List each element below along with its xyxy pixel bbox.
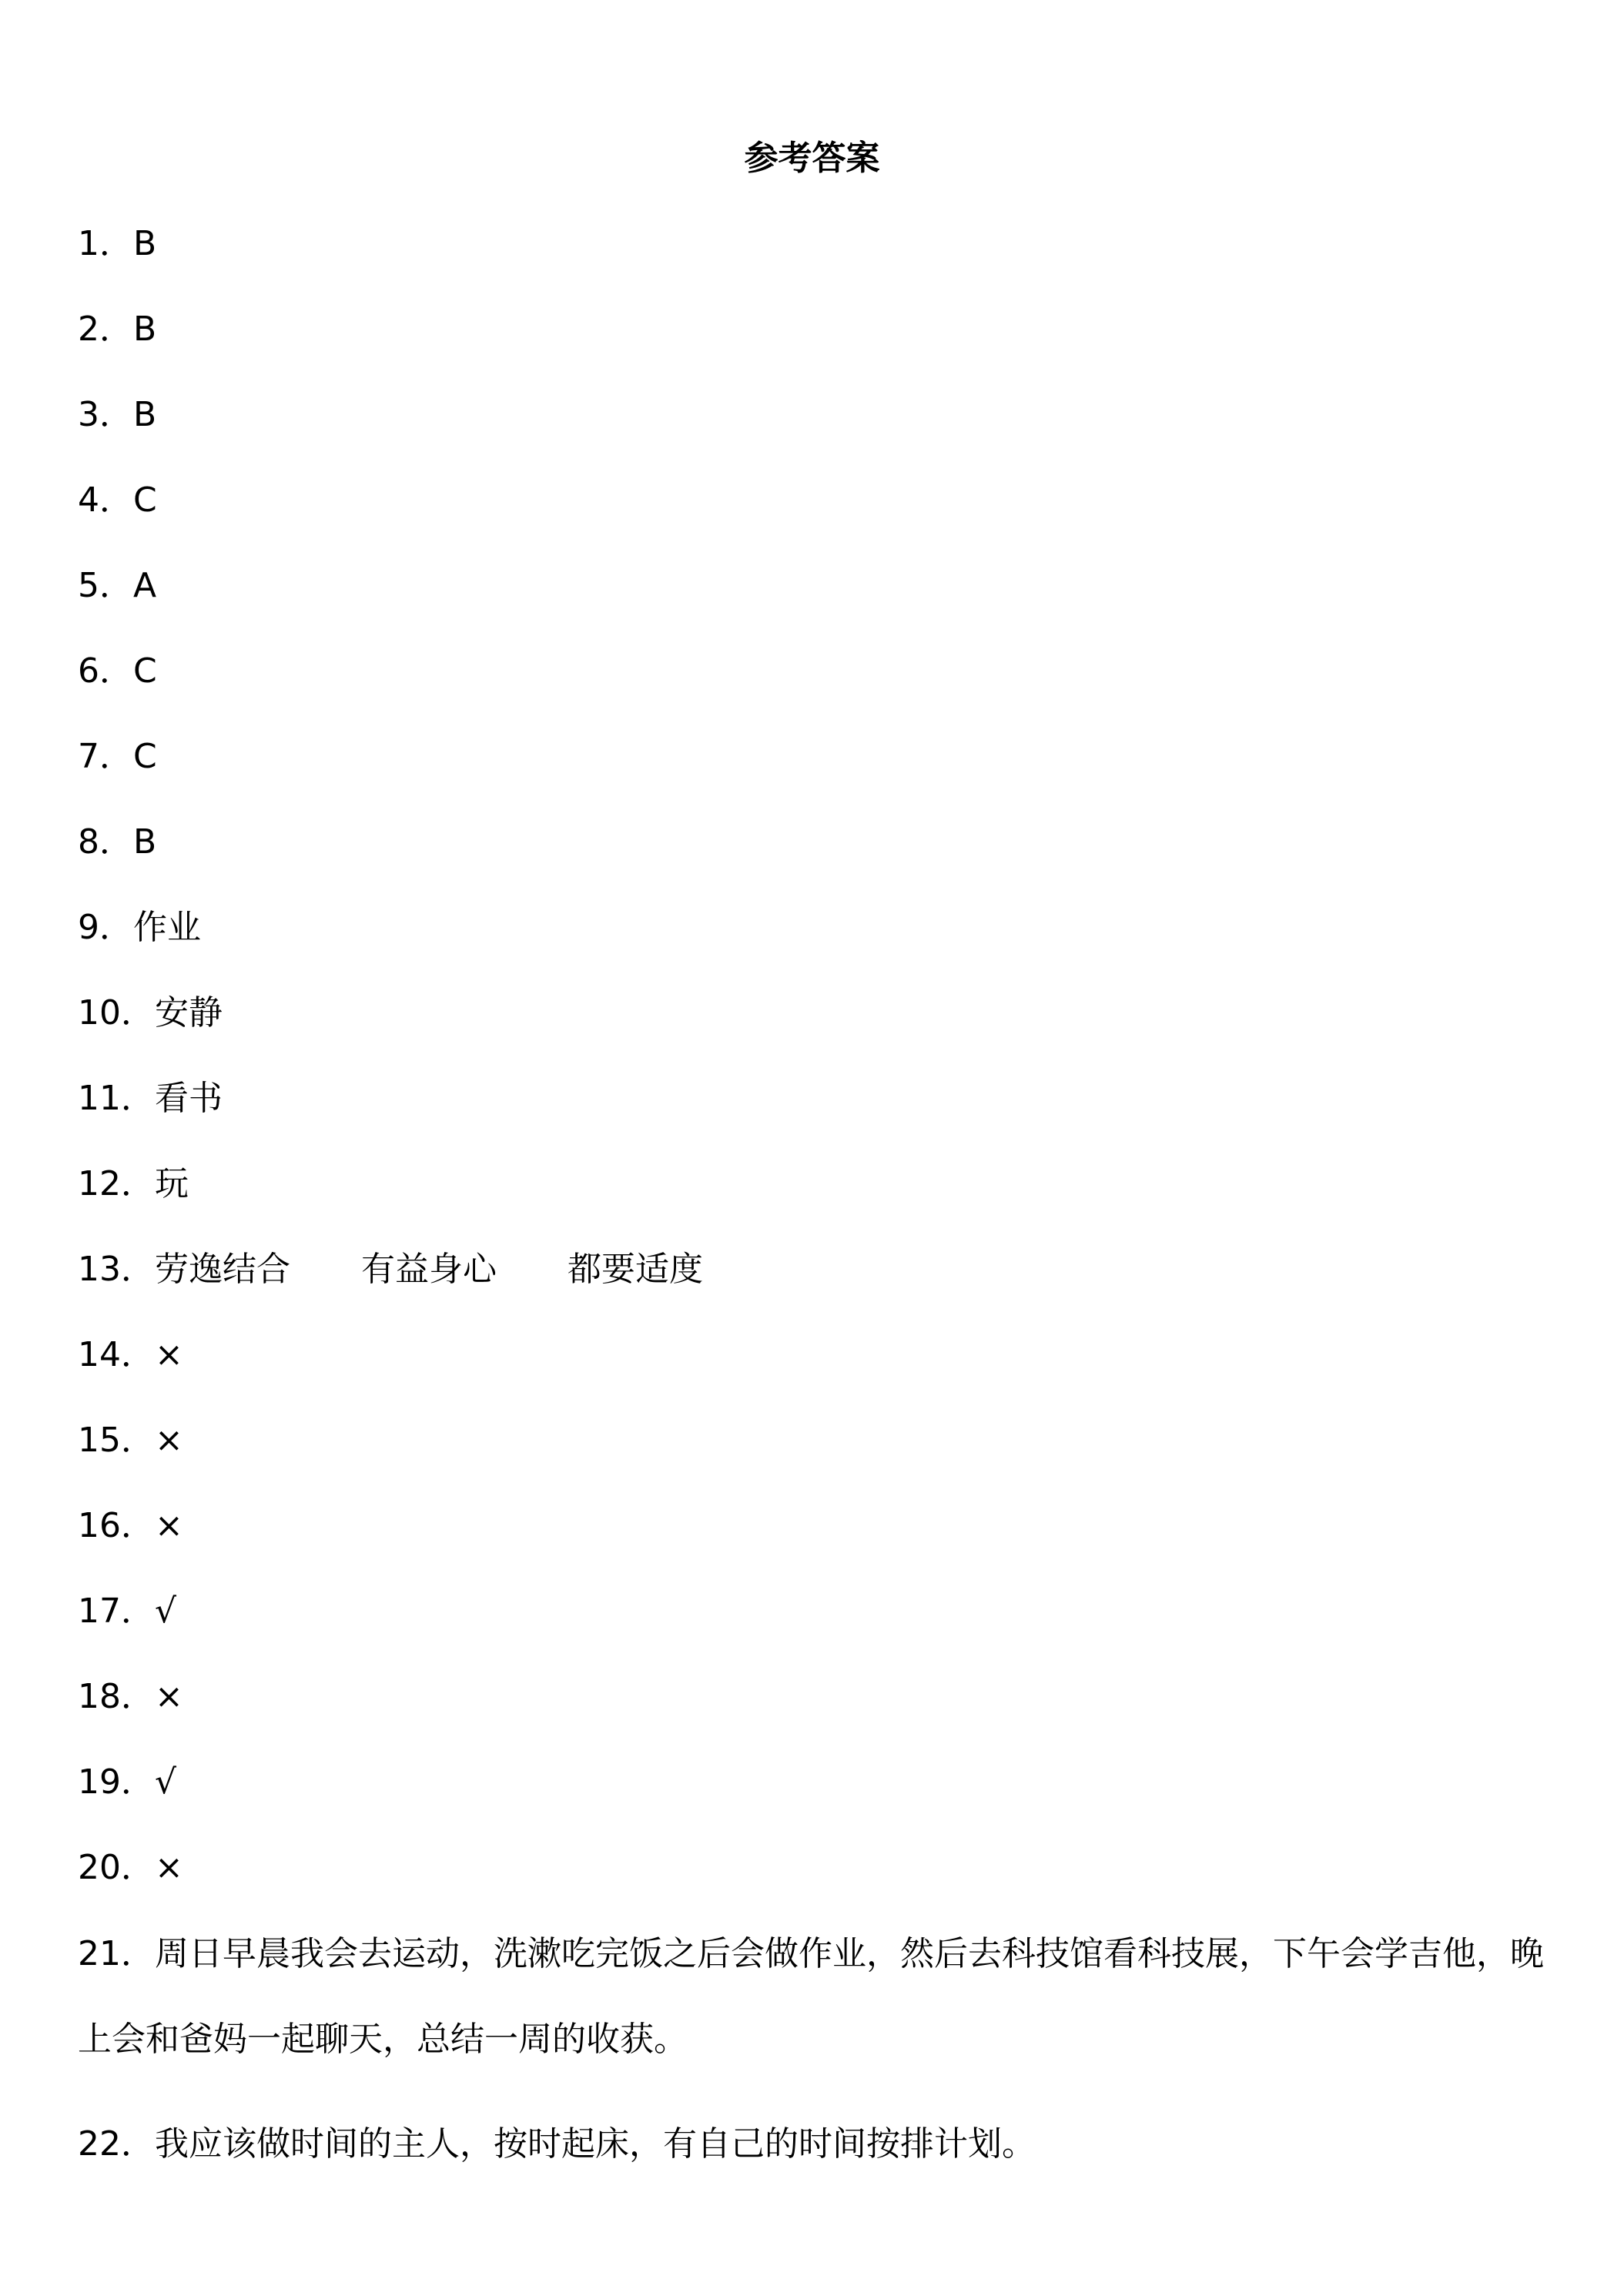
answer-number: 11． [78,1079,155,1118]
answer-item [78,477,1556,563]
answer-item [78,1674,1556,1759]
answer-text: 我应该做时间的主人，按时起床，有自己的时间按排计划。 [155,2124,1036,2164]
answer-list [78,221,1556,2167]
answer-number: 3． [78,395,133,434]
page-title: 参考答案 [744,139,880,178]
answer-text: C [133,651,157,691]
answer-item [78,819,1556,905]
answer-number: 7． [78,737,133,776]
answer-text-part: 劳逸结合 [155,1250,290,1289]
answer-item [78,1332,1556,1417]
answer-text: × [155,1677,183,1716]
answer-text: × [155,1848,183,1887]
answer-number: 19． [78,1762,155,1802]
answer-number: 5． [78,566,133,605]
answer-item [78,306,1556,392]
answer-number: 17． [78,1591,155,1631]
answer-text: B [133,822,157,862]
answer-item [78,563,1556,648]
answer-text: A [133,566,157,605]
answer-item [78,1161,1556,1247]
answer-text: B [133,395,157,434]
answer-item [78,1503,1556,1588]
answer-number: 21． [78,1934,155,1973]
answer-number: 8． [78,822,133,862]
answer-text: B [133,310,157,349]
answer-number: 13． [78,1250,155,1289]
answer-number: 2． [78,310,133,349]
answer-text: 作业 [133,908,201,947]
answer-item [78,221,1556,306]
answer-number: 10． [78,993,155,1033]
answer-text: √ [155,1591,177,1631]
answer-text-part: 有益身心 [361,1250,497,1289]
answer-text: 安静 [155,993,223,1033]
answer-number: 1． [78,224,133,263]
answer-number: 22． [78,2124,155,2164]
answer-text-part: 都要适度 [568,1250,703,1289]
answer-item [78,905,1556,990]
answer-text: × [155,1506,183,1545]
answer-item [78,1417,1556,1503]
answer-text: 玩 [155,1164,189,1203]
answer-number: 18． [78,1677,155,1716]
answer-item [78,392,1556,477]
answer-number: 14． [78,1335,155,1374]
answer-text: C [133,480,157,520]
answer-item [78,2101,1556,2187]
answer-number: 12． [78,1164,155,1203]
answer-text: √ [155,1762,177,1802]
answer-number: 16． [78,1506,155,1545]
answer-item [78,648,1556,734]
answer-text: B [133,224,157,263]
answer-text: 周日早晨我会去运动，洗漱吃完饭之后会做作业，然后去科技馆看科技展，下午会学吉他，晚上会和爸妈一起聊天，总结一周的收获。 [78,1934,1544,2059]
answer-number: 9． [78,908,133,947]
answer-text: × [155,1335,183,1374]
answer-item [78,1588,1556,1674]
answer-text: 看书 [155,1079,223,1118]
answer-text: × [155,1421,183,1460]
answer-item [78,1076,1556,1161]
answer-item [78,734,1556,819]
answer-text: C [133,737,157,776]
answer-number: 6． [78,651,133,691]
answer-item [78,990,1556,1076]
answer-item [78,1247,1556,1332]
answer-number: 4． [78,480,133,520]
answer-item [78,1759,1556,1845]
answer-number: 20． [78,1848,155,1887]
answer-number: 15． [78,1421,155,1460]
answer-item [78,1911,1556,2082]
